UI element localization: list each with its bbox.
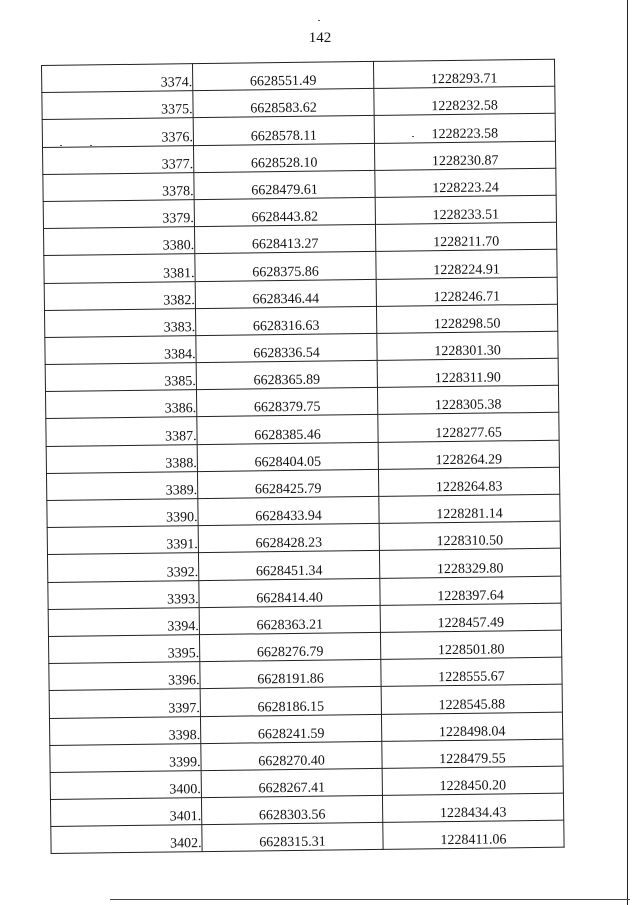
x-coordinate-cell: 6628413.27	[194, 225, 375, 254]
point-number-cell: 3382.	[44, 281, 195, 310]
point-number-cell: 3398.	[49, 716, 200, 745]
y-coordinate-cell: 1228545.88	[381, 684, 562, 713]
x-coordinate-cell: 6628186.15	[200, 687, 381, 716]
point-number-cell: 3392.	[47, 553, 198, 582]
y-coordinate-cell: 1228301.30	[377, 331, 558, 360]
y-coordinate-cell: 1228224.91	[376, 250, 557, 279]
x-coordinate-cell: 6628551.49	[192, 61, 373, 90]
point-number-cell: 3396.	[49, 662, 200, 691]
table-row	[51, 820, 564, 853]
y-coordinate-cell: 1228211.70	[375, 222, 556, 251]
y-coordinate-cell: 1228397.64	[380, 576, 561, 605]
y-coordinate-cell: 1228298.50	[376, 304, 557, 333]
x-coordinate-cell: 6628385.46	[197, 415, 378, 444]
x-coordinate-cell: 6628191.86	[200, 660, 381, 689]
y-coordinate-cell: 1228501.80	[380, 630, 561, 659]
point-number-cell: 3383.	[44, 308, 195, 337]
coordinates-table	[41, 59, 565, 855]
point-number-cell: 3394.	[48, 607, 199, 636]
y-coordinate-cell: 1228457.49	[380, 603, 561, 632]
x-coordinate-cell: 6628578.11	[193, 116, 374, 145]
y-coordinate-cell: 1228329.80	[379, 549, 560, 578]
x-coordinate-cell: 6628583.62	[193, 89, 374, 118]
x-coordinate-cell: 6628404.05	[197, 442, 378, 471]
page-right-edge	[627, 0, 628, 905]
scan-speck	[318, 20, 320, 21]
point-number-cell: 3380.	[43, 227, 194, 256]
x-coordinate-cell: 6628528.10	[193, 143, 374, 172]
x-coordinate-cell: 6628315.31	[202, 823, 383, 852]
y-coordinate-cell: 1228411.06	[383, 820, 564, 849]
point-number-cell: 3381.	[44, 254, 195, 283]
y-coordinate-cell: 1228223.58	[374, 114, 555, 143]
point-number-cell: 3375.	[42, 91, 193, 120]
point-number-cell: 3377.	[43, 145, 194, 174]
point-number-cell: 3386.	[45, 390, 196, 419]
point-number-cell: 3374.	[42, 64, 193, 93]
point-number-cell: 3401.	[50, 798, 201, 827]
point-number-cell: 3400.	[50, 770, 201, 799]
y-coordinate-cell: 1228223.24	[375, 168, 556, 197]
x-coordinate-cell: 6628316.63	[195, 306, 376, 335]
x-coordinate-cell: 6628276.79	[199, 632, 380, 661]
point-number-cell: 3379.	[43, 200, 194, 229]
y-coordinate-cell: 1228233.51	[375, 195, 556, 224]
x-coordinate-cell: 6628375.86	[195, 252, 376, 281]
y-coordinate-cell: 1228281.14	[379, 494, 560, 523]
point-number-cell: 3402.	[51, 825, 202, 854]
point-number-cell: 3391.	[47, 526, 198, 555]
x-coordinate-cell: 6628336.54	[196, 333, 377, 362]
point-number-cell: 3388.	[46, 444, 197, 473]
x-coordinate-cell: 6628428.23	[198, 524, 379, 553]
y-coordinate-cell: 1228434.43	[382, 793, 563, 822]
point-number-cell: 3390.	[47, 499, 198, 528]
point-number-cell: 3385.	[45, 363, 196, 392]
point-number-cell: 3384.	[45, 336, 196, 365]
y-coordinate-cell: 1228305.38	[377, 385, 558, 414]
y-coordinate-cell: 1228232.58	[374, 86, 555, 115]
x-coordinate-cell: 6628363.21	[199, 605, 380, 634]
x-coordinate-cell: 6628379.75	[196, 388, 377, 417]
x-coordinate-cell: 6628270.40	[201, 741, 382, 770]
page-bottom-edge	[110, 899, 630, 900]
point-number-cell: 3389.	[46, 471, 197, 500]
y-coordinate-cell: 1228555.67	[381, 657, 562, 686]
y-coordinate-cell: 1228264.29	[378, 440, 559, 469]
x-coordinate-cell: 6628479.61	[194, 170, 375, 199]
x-coordinate-cell: 6628443.82	[194, 197, 375, 226]
y-coordinate-cell: 1228230.87	[374, 141, 555, 170]
x-coordinate-cell: 6628346.44	[195, 279, 376, 308]
x-coordinate-cell: 6628433.94	[198, 496, 379, 525]
point-number-cell: 3378.	[43, 172, 194, 201]
x-coordinate-cell: 6628267.41	[201, 768, 382, 797]
coordinates-table-body	[42, 59, 565, 854]
y-coordinate-cell: 1228277.65	[378, 413, 559, 442]
x-coordinate-cell: 6628303.56	[201, 795, 382, 824]
point-number-cell: 3395.	[48, 635, 199, 664]
x-coordinate-cell: 6628451.34	[198, 551, 379, 580]
x-coordinate-cell: 6628414.40	[199, 578, 380, 607]
point-number-cell: 3399.	[50, 743, 201, 772]
point-number-cell: 3397.	[49, 689, 200, 718]
y-coordinate-cell: 1228310.50	[379, 521, 560, 550]
y-coordinate-cell: 1228246.71	[376, 277, 557, 306]
x-coordinate-cell: 6628425.79	[197, 469, 378, 498]
y-coordinate-cell: 1228450.20	[382, 766, 563, 795]
point-number-cell: 3387.	[46, 417, 197, 446]
point-number-cell: 3376.	[42, 118, 193, 147]
y-coordinate-cell: 1228293.71	[373, 59, 554, 88]
y-coordinate-cell: 1228479.55	[382, 739, 563, 768]
y-coordinate-cell: 1228498.04	[381, 712, 562, 741]
y-coordinate-cell: 1228311.90	[377, 358, 558, 387]
x-coordinate-cell: 6628365.89	[196, 360, 377, 389]
point-number-cell: 3393.	[48, 580, 199, 609]
page-number: 142	[308, 30, 332, 46]
y-coordinate-cell: 1228264.83	[378, 467, 559, 496]
x-coordinate-cell: 6628241.59	[200, 714, 381, 743]
